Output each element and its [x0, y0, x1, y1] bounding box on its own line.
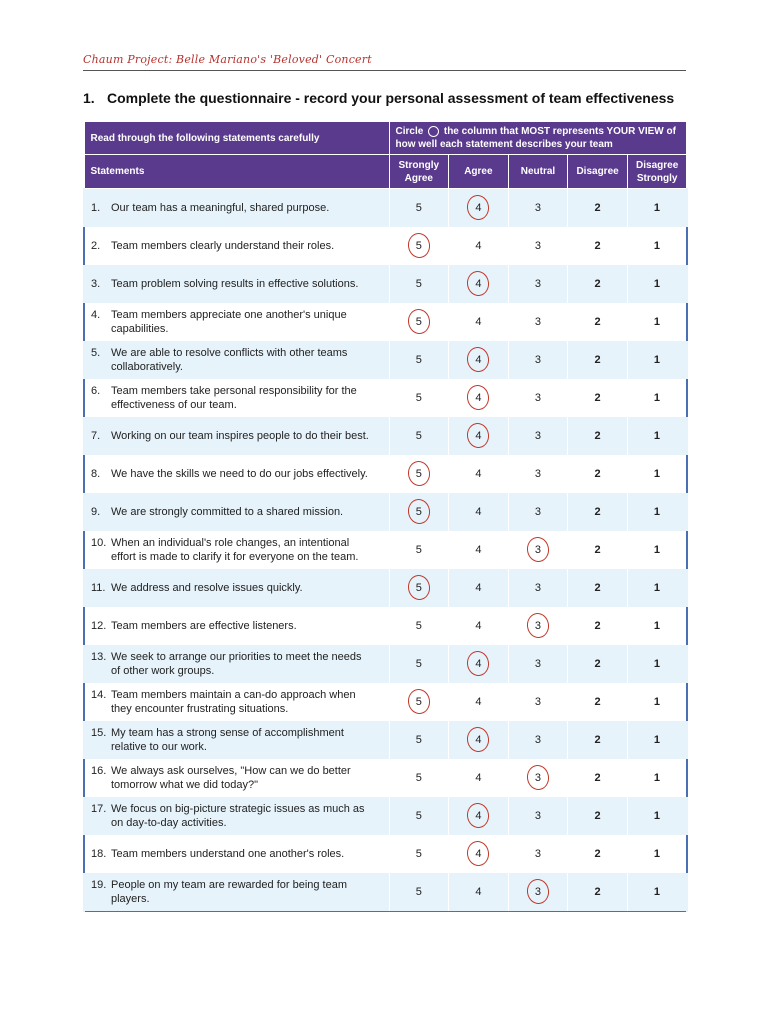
instruction-right [389, 122, 687, 155]
rating-option-1[interactable] [627, 873, 687, 912]
rating-option-1[interactable] [627, 341, 687, 379]
rating-option-1[interactable] [627, 721, 687, 759]
questionnaire-table [83, 121, 688, 912]
question-title [83, 90, 674, 106]
rating-option-4[interactable] [449, 683, 509, 721]
rating-value: 3 [534, 354, 542, 366]
rating-value: 2 [594, 696, 601, 708]
statement-text: We are strongly committed to a shared mission. [111, 506, 344, 518]
statement-number: 5. [91, 347, 101, 359]
rating-value: 4 [475, 886, 482, 898]
rating-option-1[interactable] [627, 303, 687, 341]
rating-value: 3 [534, 620, 542, 632]
rating-value: 1 [653, 240, 660, 252]
rating-option-2[interactable] [568, 417, 628, 455]
statement-row [84, 341, 687, 379]
rating-value: 3 [534, 278, 542, 290]
rating-option-2[interactable] [568, 303, 628, 341]
rating-option-5[interactable] [389, 379, 449, 417]
rating-value: 4 [475, 430, 482, 442]
rating-value: 2 [594, 392, 601, 404]
statement-text: When an individual's role changes, an intentional effort is made to clarify it for everyone on the team. [111, 537, 359, 563]
header-disagree: Disagree [568, 155, 628, 189]
statement-number: 15. [91, 727, 107, 739]
rating-option-2[interactable] [568, 531, 628, 569]
statement-cell [84, 531, 389, 569]
rating-value: 4 [475, 582, 482, 594]
rating-value: 1 [653, 278, 660, 290]
rating-value: 3 [534, 810, 542, 822]
rating-value: 1 [653, 506, 660, 518]
statement-text: Working on our team inspires people to do their best. [111, 430, 369, 442]
rating-value: 1 [653, 810, 660, 822]
statement-row [84, 797, 687, 835]
rating-option-3[interactable] [508, 455, 568, 493]
rating-option-4[interactable] [449, 455, 509, 493]
rating-option-4[interactable] [449, 265, 509, 303]
rating-option-2[interactable] [568, 759, 628, 797]
statement-text: We seek to arrange our priorities to meet the needs of other work groups. [111, 651, 362, 677]
rating-value: 3 [534, 506, 542, 518]
questionnaire-body [84, 189, 687, 912]
rating-value: 3 [534, 658, 542, 670]
question-number: 1. [83, 90, 95, 106]
instruction-row [84, 122, 687, 155]
rating-value: 1 [653, 468, 660, 480]
header-disagree-strongly: Disagree Strongly [627, 155, 687, 189]
rating-option-5[interactable] [389, 873, 449, 912]
statement-text: Team members appreciate one another's unique capabilities. [111, 309, 347, 335]
rating-option-4[interactable] [449, 341, 509, 379]
statement-cell [84, 341, 389, 379]
rating-value: 4 [475, 696, 482, 708]
rating-option-4[interactable] [449, 873, 509, 912]
statement-row [84, 683, 687, 721]
rating-value: 3 [534, 544, 542, 556]
rating-value: 3 [534, 468, 542, 480]
rating-option-5[interactable] [389, 645, 449, 683]
rating-value: 5 [415, 202, 422, 214]
statement-number: 8. [91, 468, 101, 480]
statement-cell [84, 493, 389, 531]
rating-value: 2 [594, 316, 601, 328]
rating-option-1[interactable] [627, 379, 687, 417]
rating-value: 2 [594, 430, 601, 442]
rating-value: 5 [415, 278, 422, 290]
rating-option-3[interactable] [508, 189, 568, 228]
statement-text: Team problem solving results in effective solutions. [111, 278, 359, 290]
statement-row [84, 265, 687, 303]
rating-value: 3 [534, 696, 542, 708]
rating-option-2[interactable] [568, 341, 628, 379]
rating-value: 3 [534, 202, 542, 214]
rating-value: 4 [475, 392, 482, 404]
circle-symbol-icon [428, 126, 439, 137]
statement-cell [84, 607, 389, 645]
statement-number: 14. [91, 689, 107, 701]
rating-value: 3 [534, 848, 542, 860]
rating-option-1[interactable] [627, 607, 687, 645]
rating-value: 3 [534, 886, 542, 898]
statements-header: Statements [84, 155, 389, 189]
statement-row [84, 607, 687, 645]
statement-cell [84, 417, 389, 455]
statement-row [84, 455, 687, 493]
statement-number: 16. [91, 765, 107, 777]
rating-option-3[interactable] [508, 835, 568, 873]
rating-value: 5 [415, 658, 422, 670]
rating-option-3[interactable] [508, 379, 568, 417]
rating-value: 2 [594, 354, 601, 366]
rating-option-5[interactable] [389, 797, 449, 835]
rating-option-1[interactable] [627, 569, 687, 607]
statement-number: 1. [91, 202, 101, 214]
rating-option-4[interactable] [449, 721, 509, 759]
rating-option-3[interactable] [508, 531, 568, 569]
rating-option-4[interactable] [449, 607, 509, 645]
rating-option-2[interactable] [568, 455, 628, 493]
rating-option-3[interactable] [508, 721, 568, 759]
header-neutral: Neutral [508, 155, 568, 189]
statement-text: Our team has a meaningful, shared purpose. [111, 202, 330, 214]
statement-text: People on my team are rewarded for being team players. [111, 879, 348, 905]
rating-option-3[interactable] [508, 417, 568, 455]
rating-value: 1 [653, 734, 660, 746]
rating-option-1[interactable] [627, 455, 687, 493]
rating-value: 2 [594, 848, 601, 860]
statement-cell [84, 645, 389, 683]
rating-value: 2 [594, 582, 601, 594]
statement-number: 19. [91, 879, 107, 891]
rating-value: 5 [415, 240, 422, 252]
rating-option-3[interactable] [508, 569, 568, 607]
statement-row [84, 531, 687, 569]
rating-value: 1 [653, 658, 660, 670]
rating-value: 5 [415, 886, 422, 898]
rating-option-2[interactable] [568, 569, 628, 607]
rating-option-1[interactable] [627, 493, 687, 531]
rating-value: 5 [415, 506, 422, 518]
statement-cell [84, 303, 389, 341]
statement-text: Team members maintain a can-do approach when they encounter frustrating situations. [111, 689, 356, 715]
statement-row [84, 493, 687, 531]
rating-option-1[interactable] [627, 683, 687, 721]
statement-cell [84, 455, 389, 493]
statement-text: Team members are effective listeners. [111, 620, 297, 632]
statement-number: 7. [91, 430, 101, 442]
rating-value: 5 [415, 430, 422, 442]
rating-option-1[interactable] [627, 189, 687, 228]
rating-value: 5 [415, 696, 422, 708]
rating-value: 2 [594, 620, 601, 632]
rating-option-4[interactable] [449, 493, 509, 531]
header-strongly-agree: Strongly Agree [389, 155, 449, 189]
rating-value: 1 [653, 202, 660, 214]
rating-option-2[interactable] [568, 873, 628, 912]
rating-value: 5 [415, 810, 422, 822]
rating-option-2[interactable] [568, 797, 628, 835]
rating-value: 4 [475, 202, 482, 214]
rating-value: 1 [653, 544, 660, 556]
rating-value: 2 [594, 278, 601, 290]
statement-number: 11. [91, 582, 106, 594]
rating-option-1[interactable] [627, 759, 687, 797]
rating-value: 4 [475, 544, 482, 556]
statement-row [84, 189, 687, 228]
rating-value: 2 [594, 202, 601, 214]
rating-option-2[interactable] [568, 835, 628, 873]
rating-option-4[interactable] [449, 531, 509, 569]
rating-option-3[interactable] [508, 303, 568, 341]
statement-number: 17. [91, 803, 107, 815]
rating-value: 3 [534, 392, 542, 404]
rating-option-1[interactable] [627, 417, 687, 455]
rating-value: 1 [653, 886, 660, 898]
statement-number: 2. [91, 240, 101, 252]
rating-option-5[interactable] [389, 683, 449, 721]
statement-cell [84, 835, 389, 873]
rating-value: 3 [534, 772, 542, 784]
rating-value: 2 [594, 468, 601, 480]
statement-text: We have the skills we need to do our jobs effectively. [111, 468, 368, 480]
statement-text: We focus on big-picture strategic issues as much as on day-to-day activities. [111, 803, 365, 829]
statement-text: Team members clearly understand their roles. [111, 240, 335, 252]
rating-value: 2 [594, 810, 601, 822]
rating-value: 1 [653, 354, 660, 366]
rating-option-3[interactable] [508, 645, 568, 683]
statement-row [84, 303, 687, 341]
rating-option-3[interactable] [508, 493, 568, 531]
rating-option-5[interactable] [389, 531, 449, 569]
rating-option-4[interactable] [449, 797, 509, 835]
statement-row [84, 645, 687, 683]
rating-option-5[interactable] [389, 759, 449, 797]
rating-value: 4 [475, 658, 482, 670]
rating-value: 4 [475, 848, 482, 860]
statement-row [84, 759, 687, 797]
rating-option-4[interactable] [449, 645, 509, 683]
statement-number: 12. [91, 620, 107, 632]
rating-option-4[interactable] [449, 835, 509, 873]
statement-text: Team members take personal responsibility for the effectiveness of our team. [111, 385, 357, 411]
rating-option-4[interactable] [449, 227, 509, 265]
rating-value: 3 [534, 582, 542, 594]
rating-option-4[interactable] [449, 303, 509, 341]
rating-option-2[interactable] [568, 265, 628, 303]
rating-value: 1 [653, 772, 660, 784]
rating-value: 4 [475, 278, 482, 290]
rating-value: 1 [653, 620, 660, 632]
rating-option-5[interactable] [389, 341, 449, 379]
rating-value: 5 [415, 354, 422, 366]
rating-value: 1 [653, 430, 660, 442]
rating-value: 2 [594, 734, 601, 746]
rating-value: 2 [594, 772, 601, 784]
rating-option-2[interactable] [568, 721, 628, 759]
statement-text: We always ask ourselves, "How can we do better tomorrow what we did today?" [111, 765, 351, 791]
statement-row [84, 721, 687, 759]
rating-option-5[interactable] [389, 227, 449, 265]
rating-value: 4 [475, 506, 482, 518]
statement-row [84, 873, 687, 912]
statement-cell [84, 683, 389, 721]
statement-number: 6. [91, 385, 101, 397]
rating-value: 5 [415, 468, 422, 480]
statement-number: 13. [91, 651, 107, 663]
rating-option-5[interactable] [389, 607, 449, 645]
rating-option-1[interactable] [627, 645, 687, 683]
rating-option-4[interactable] [449, 569, 509, 607]
rating-option-5[interactable] [389, 189, 449, 228]
rating-value: 5 [415, 734, 422, 746]
statement-number: 9. [91, 506, 101, 518]
rating-value: 4 [475, 316, 482, 328]
statement-cell [84, 379, 389, 417]
rating-value: 4 [475, 620, 482, 632]
statement-cell [84, 759, 389, 797]
statement-cell [84, 797, 389, 835]
rating-option-3[interactable] [508, 227, 568, 265]
rating-option-5[interactable] [389, 493, 449, 531]
statement-cell [84, 265, 389, 303]
rating-option-5[interactable] [389, 265, 449, 303]
rating-value: 2 [594, 240, 601, 252]
rating-value: 5 [415, 772, 422, 784]
rating-option-2[interactable] [568, 683, 628, 721]
rating-value: 2 [594, 886, 601, 898]
rating-option-1[interactable] [627, 531, 687, 569]
rating-option-3[interactable] [508, 265, 568, 303]
instruction-left: Read through the following statements carefully [84, 122, 389, 155]
rating-option-5[interactable] [389, 455, 449, 493]
statement-cell [84, 227, 389, 265]
rating-value: 4 [475, 734, 482, 746]
rating-value: 1 [653, 392, 660, 404]
rating-option-5[interactable] [389, 721, 449, 759]
statement-cell [84, 189, 389, 228]
rating-option-4[interactable] [449, 189, 509, 228]
statement-cell [84, 873, 389, 912]
rating-option-3[interactable] [508, 341, 568, 379]
statement-row [84, 379, 687, 417]
statement-row [84, 835, 687, 873]
rating-value: 1 [653, 696, 660, 708]
rating-value: 1 [653, 316, 660, 328]
rating-option-5[interactable] [389, 835, 449, 873]
question-text: Complete the questionnaire - record your personal assessment of team effectiveness [107, 90, 675, 106]
rating-value: 5 [415, 544, 422, 556]
rating-value: 1 [653, 848, 660, 860]
rating-option-2[interactable] [568, 227, 628, 265]
column-header-row [84, 155, 687, 189]
rating-option-3[interactable] [508, 683, 568, 721]
rating-option-4[interactable] [449, 759, 509, 797]
rating-value: 5 [415, 392, 422, 404]
statement-number: 3. [91, 278, 101, 290]
instruction-right-text: the column that MOST represents YOUR VIEW of how well each statement describes your team [395, 126, 676, 150]
rating-option-1[interactable] [627, 835, 687, 873]
rating-option-2[interactable] [568, 379, 628, 417]
rating-value: 4 [475, 240, 482, 252]
rating-value: 4 [475, 354, 482, 366]
statement-row [84, 569, 687, 607]
rating-option-1[interactable] [627, 797, 687, 835]
rating-value: 4 [475, 772, 482, 784]
rating-value: 2 [594, 544, 601, 556]
rating-option-5[interactable] [389, 417, 449, 455]
rating-option-2[interactable] [568, 607, 628, 645]
rating-option-5[interactable] [389, 303, 449, 341]
statement-text: We address and resolve issues quickly. [111, 582, 303, 594]
rating-value: 5 [415, 582, 422, 594]
rating-value: 2 [594, 506, 601, 518]
rating-option-3[interactable] [508, 873, 568, 912]
rating-option-3[interactable] [508, 797, 568, 835]
handwritten-project-note: Chaum Project: Belle Mariano's 'Beloved' Concert [83, 53, 372, 66]
rating-value: 4 [475, 468, 482, 480]
rating-option-5[interactable] [389, 569, 449, 607]
rating-option-1[interactable] [627, 227, 687, 265]
rating-option-2[interactable] [568, 189, 628, 228]
header-agree: Agree [449, 155, 509, 189]
rating-value: 2 [594, 658, 601, 670]
statement-cell [84, 721, 389, 759]
statement-number: 18. [91, 848, 107, 860]
rating-option-4[interactable] [449, 417, 509, 455]
header-divider [83, 70, 686, 71]
rating-option-3[interactable] [508, 607, 568, 645]
rating-option-2[interactable] [568, 645, 628, 683]
statement-row [84, 227, 687, 265]
rating-value: 5 [415, 848, 422, 860]
rating-option-4[interactable] [449, 379, 509, 417]
statement-text: We are able to resolve conflicts with other teams collaboratively. [111, 347, 348, 373]
instruction-circle-word: Circle [395, 126, 424, 137]
statement-number: 10. [91, 537, 107, 549]
rating-value: 5 [415, 316, 422, 328]
statement-row [84, 417, 687, 455]
statement-cell [84, 569, 389, 607]
rating-option-2[interactable] [568, 493, 628, 531]
statement-text: Team members understand one another's roles. [111, 848, 345, 860]
rating-value: 4 [475, 810, 482, 822]
rating-value: 3 [534, 240, 542, 252]
statement-number: 4. [91, 309, 101, 321]
rating-option-1[interactable] [627, 265, 687, 303]
rating-value: 3 [534, 430, 542, 442]
rating-value: 5 [415, 620, 422, 632]
rating-value: 1 [653, 582, 660, 594]
rating-value: 3 [534, 316, 542, 328]
rating-value: 3 [534, 734, 542, 746]
statement-text: My team has a strong sense of accomplishment relative to our work. [111, 727, 344, 753]
rating-option-3[interactable] [508, 759, 568, 797]
